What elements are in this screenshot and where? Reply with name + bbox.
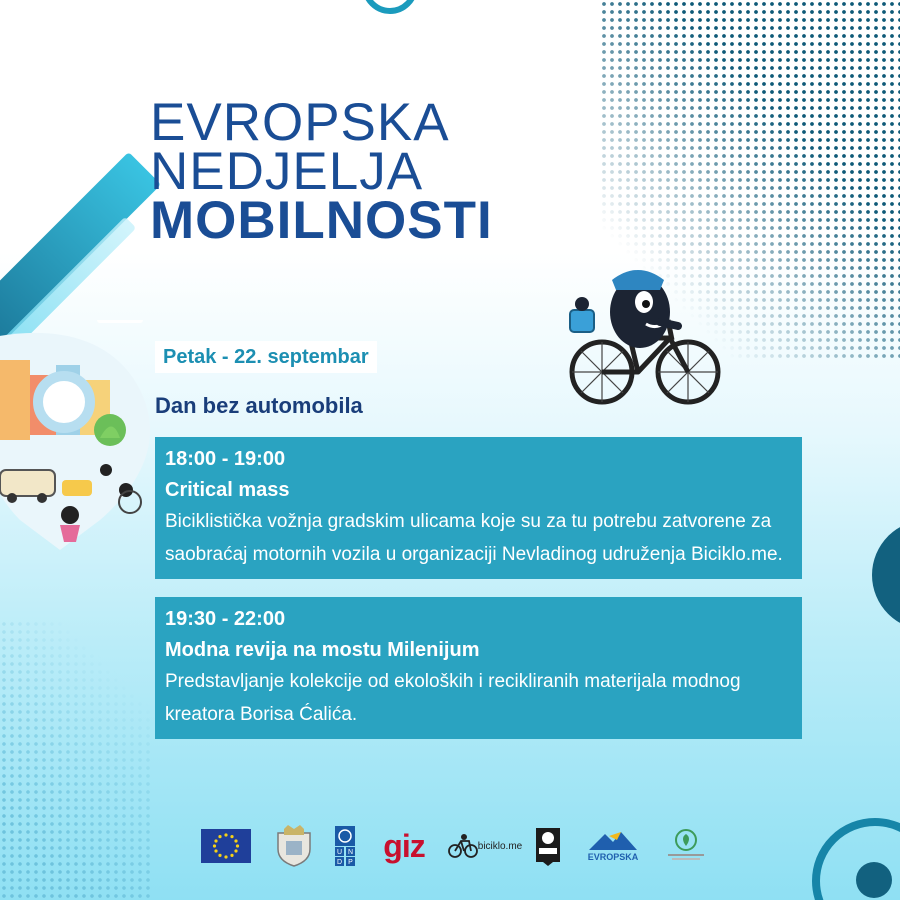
svg-text:N: N [347,849,354,856]
decorative-ring-top [362,0,418,14]
title-line-3: MOBILNOSTI [150,191,493,250]
title-line-1: EVROPSKA [150,93,450,152]
event-description-line-2: saobraćaj motornih vozila u organizaciji Nevladinog udruženja Biciklo.me. [165,544,783,565]
event-name: Modna revija na mostu Milenijum [165,639,480,661]
cyclist-mascot-illustration [560,260,730,410]
event-description-line-1: Biciklistička vožnja gradskim ulicama koje su za tu potrebu zatvorene za [165,511,772,532]
day-title: Dan bez automobila [155,393,363,418]
svg-text:U: U [336,849,343,856]
event-time: 18:00 - 19:00 [165,448,286,470]
city-map-pin-illustration [0,320,160,550]
svg-text:D: D [336,859,343,866]
event-card-critical-mass [155,437,802,579]
partner-logos-row [200,822,710,870]
partner-badge-icon [534,822,562,870]
event-name: Critical mass [165,479,290,501]
agency-logo-icon [664,822,708,870]
event-card-fashion-show [155,597,802,739]
decorative-dot-bottom-right [856,862,892,898]
dot-pattern-bottom-left [0,620,150,900]
evropska-logo-icon [580,822,646,870]
decorative-circle-right [872,520,900,630]
event-time: 19:30 - 22:00 [165,608,286,630]
biciklo-me-logo-text: biciklo.me [477,840,523,852]
title-line-2: NEDJELJA [150,142,424,201]
event-date-badge: Petak - 22. septembar [155,341,377,373]
giz-logo-text: giz [383,827,425,864]
undp-logo-icon [334,822,356,870]
event-description-line-1: Predstavljanje kolekcije od ekoloških i recikliranih materijala modnog [165,671,741,692]
eu-flag-icon [200,822,252,870]
giz-logo-icon [378,822,430,870]
biciklo-me-logo-icon [444,822,526,870]
event-description-line-2: kreatora Borisa Ćalića. [165,704,358,725]
evropska-logo-text: EVROPSKA [587,852,639,862]
svg-text:P: P [348,859,353,866]
municipal-crest-icon [272,822,316,870]
poster-title [150,93,493,250]
